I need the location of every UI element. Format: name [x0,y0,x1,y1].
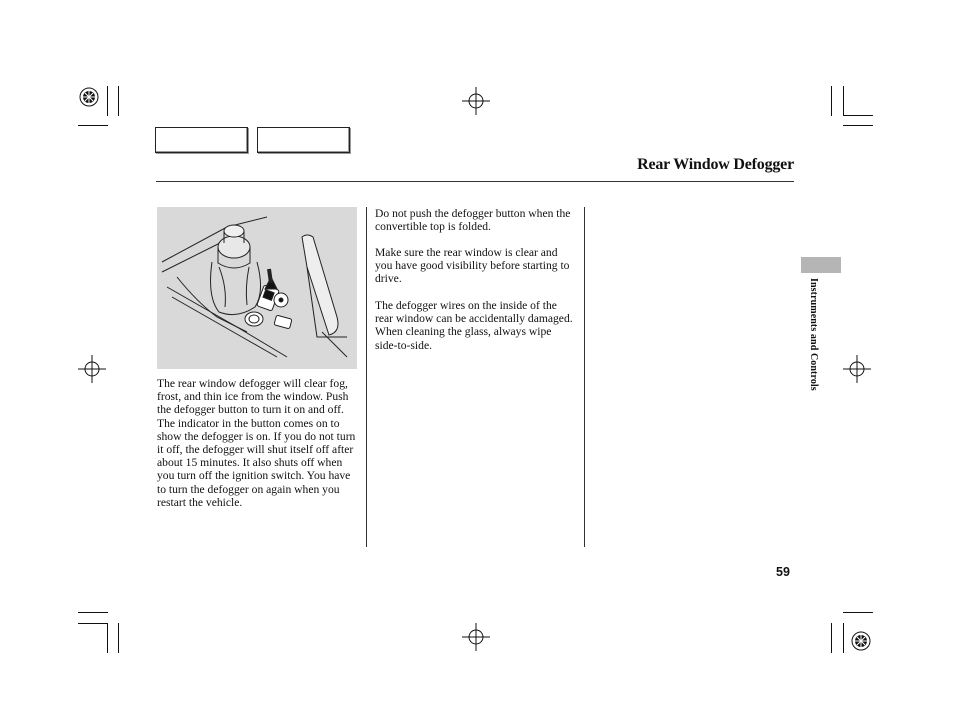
note-defogger-wires: The defogger wires on the inside of the rear window can be accidentally damaged. When cleaning the glass, always wipe side-to-side. [375,299,573,352]
body-paragraph-intro: The rear window defogger will clear fog, frost, and thin ice from the window. Push the defogger button to turn it on and off. The indicator in the button comes on to show the defogger is on. If you do not turn it off, the defogger will shut itself off after about 15 minutes. It also shuts off when you turn off the ignition switch. You have to turn the defogger on again when you restart the vehicle. [157,377,356,509]
nav-box-previous[interactable] [155,127,248,153]
defogger-figure [157,207,357,369]
section-tab-marker [801,257,841,273]
defogger-button-illustration [157,207,357,369]
note-visibility: Make sure the rear window is clear and you have good visibility before starting to drive. [375,246,570,286]
note-convertible-top: Do not push the defogger button when the convertible top is folded. [375,207,571,234]
nav-box-next[interactable] [257,127,350,153]
section-tab-label: Instruments and Controls [808,278,819,391]
column-divider-left [366,207,367,547]
page-number: 59 [776,565,790,579]
header-rule [156,181,794,182]
starburst-target-top-left [80,88,98,106]
column-divider-right [584,207,585,547]
starburst-target-bottom-right [852,632,870,650]
page-title: Rear Window Defogger [637,156,794,173]
